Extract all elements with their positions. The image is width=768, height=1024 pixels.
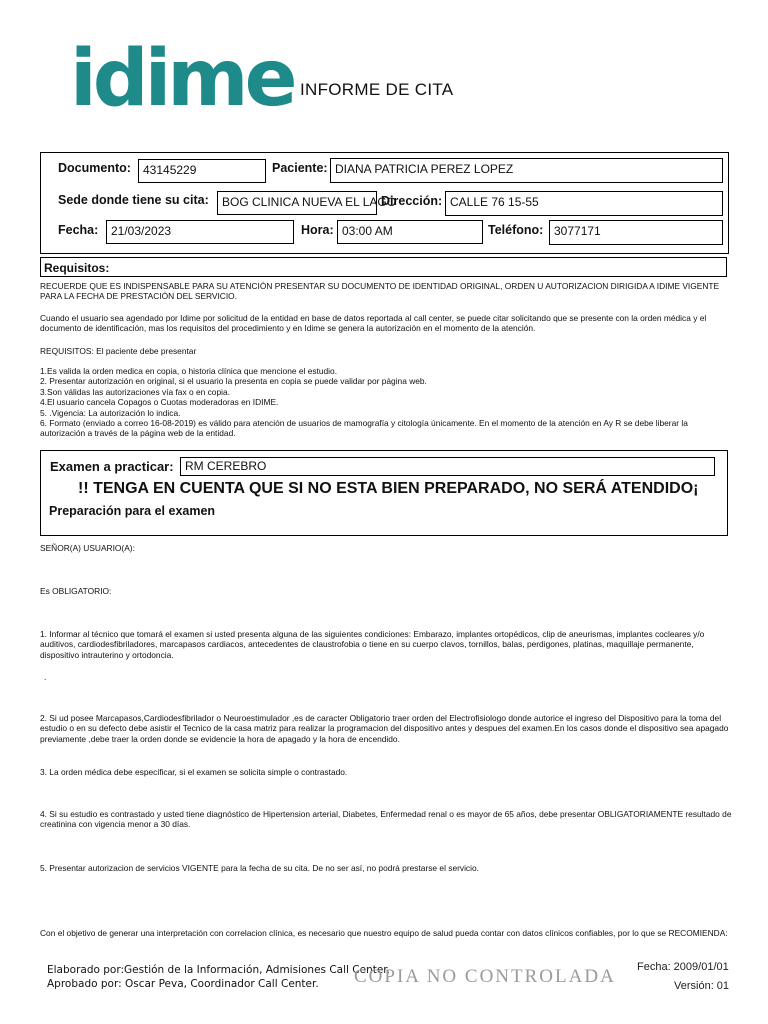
copia-no-controlada-stamp: COPIA NO CONTROLADA xyxy=(354,966,616,987)
requisito-item: 2. Presentar autorización en original, si el usuario la presenta en copia se puede validar por página web. xyxy=(40,376,427,387)
instruction-4: 4. Si su estudio es contrastado y usted tiene diagnóstico de Hipertension arterial, Diabetes, Enfermedad renal o es mayor de 65 años, debe presentar OBLIGATORIAMENTE resultado de creatinina con vigencia menor a 30 días. xyxy=(40,809,732,830)
requisitos-paragraph-2: Cuando el usuario sea agendado por Idime por solicitud de la entidad en base de datos reportada al call center, se puede citar solicitando que se presente con la orden médica y el documento de identificación, mas los requisitos del procedimiento y en Idime se genera la autorización en el momento de la atención. xyxy=(40,313,707,334)
telefono-field: 3077171 xyxy=(549,220,723,245)
requisito-item: 1.Es valida la orden medica en copia, o historia clínica que mencione el estudio. xyxy=(40,366,338,376)
sede-label: Sede donde tiene su cita: xyxy=(58,193,209,207)
closing-paragraph: Con el objetivo de generar una interpretación con correlacion clínica, es necesario que nuestro equipo de salud pueda contar con datos clínicos confiables, por lo que se RECOMIENDA: xyxy=(40,928,728,938)
paciente-field: DIANA PATRICIA PEREZ LOPEZ xyxy=(330,158,723,183)
instruction-3: 3. La orden médica debe especificar, si el examen se solicita simple o contrastado. xyxy=(40,767,348,777)
sede-field: BOG CLINICA NUEVA EL LAGO xyxy=(217,191,377,215)
instruction-2: 2. Si ud posee Marcapasos,Cardiodesfibrilador o Neuroestimulador ,es de caracter Obligatorio traer orden del Electrofisiologo donde autorice el ingreso del Dispositivo para la toma del estudio o en su defecto debe asistir el Tecnico de la casa matriz para realizar la programacion del dispositivo antes y despues del examen.En los casos donde el dispositivo sea apagado previamente ,debe traer la orden donde se evidencie la hora de apagado y la hora de encendido. xyxy=(40,713,729,744)
direccion-label: Dirección: xyxy=(381,194,443,208)
instruction-1: 1. Informar al técnico que tomará el examen si usted presenta alguna de las siguientes condiciones: Embarazo, implantes ortopédicos, clip de aneurismas, implantes cocleares y/o auditivos, cardiodesfibriladores, marcapasos cardiacos, antecedentes de claustrofobia o tiene en su cuerpo clavos, tornillos, balas, perdigones, platinas, maquillaje permanente, dispositivo intrauterino y ortodoncia. xyxy=(40,629,705,660)
preparacion-label: Preparación para el examen xyxy=(49,504,216,518)
documento-label: Documento: xyxy=(58,161,131,175)
footer-elaborado: Elaborado por:Gestión de la Información, Admisiones Call Center. xyxy=(47,964,390,976)
requisitos-paragraph-1: RECUERDE QUE ES INDISPENSABLE PARA SU ATENCIÓN PRESENTAR SU DOCUMENTO DE IDENTIDAD ORIGINAL, ORDEN U AUTORIZACION DIRIGIDA A IDIME VIGENTE PARA LA FECHA DE PRESTACIÓN DEL SERVICIO. xyxy=(40,281,720,302)
hora-label: Hora: xyxy=(301,223,334,237)
fecha-label: Fecha: xyxy=(58,223,99,237)
paciente-label: Paciente: xyxy=(272,161,328,175)
direccion-field: CALLE 76 15-55 xyxy=(445,191,723,216)
footer-version: Versión: 01 xyxy=(674,980,730,992)
idime-logo: idime xyxy=(70,34,294,124)
examen-label: Examen a practicar: xyxy=(50,459,174,474)
examen-field: RM CEREBRO xyxy=(180,457,715,476)
hora-field: 03:00 AM xyxy=(337,220,483,244)
requisito-item: 4.El usuario cancela Copagos o Cuotas moderadoras en IDIME. xyxy=(40,397,279,408)
dot-marker: . xyxy=(44,672,47,682)
page-title: INFORME DE CITA xyxy=(300,80,454,99)
telefono-label: Teléfono: xyxy=(488,223,544,237)
requisitos-paragraph-3: REQUISITOS: El paciente debe presentar xyxy=(40,346,197,356)
requisito-item: 3.Son válidas las autorizaciones vía fax o en copia. xyxy=(40,386,230,397)
requisitos-heading: Requisitos: xyxy=(40,257,727,277)
footer-fecha: Fecha: 2009/01/01 xyxy=(637,961,729,973)
footer-aprobado: Aprobado por: Oscar Peva, Coordinador Call Center. xyxy=(47,978,319,990)
requisito-item: 6. Formato (enviado a correo 16-08-2019) es válido para atención de usuarios de mamografía y citología únicamente. En el momento de la atención en Ay R se debe liberar la autorización a través de la página web de la entidad. xyxy=(40,418,688,439)
fecha-field: 21/03/2023 xyxy=(106,220,294,244)
requisitos-list xyxy=(40,366,735,439)
documento-field: 43145229 xyxy=(138,159,266,183)
requisito-item: 5. .Vigencia: La autorización lo indica. xyxy=(40,407,181,418)
salutation: SEÑOR(A) USUARIO(A): xyxy=(40,543,135,553)
instruction-5: 5. Presentar autorizacion de servicios VIGENTE para la fecha de su cita. De no ser así, no podrá prestarse el servicio. xyxy=(40,863,479,873)
preparation-warning: !! TENGA EN CUENTA QUE SI NO ESTA BIEN PREPARADO, NO SERÁ ATENDIDO¡ xyxy=(78,480,699,497)
obligatorio-heading: Es OBLIGATORIO: xyxy=(40,586,112,596)
